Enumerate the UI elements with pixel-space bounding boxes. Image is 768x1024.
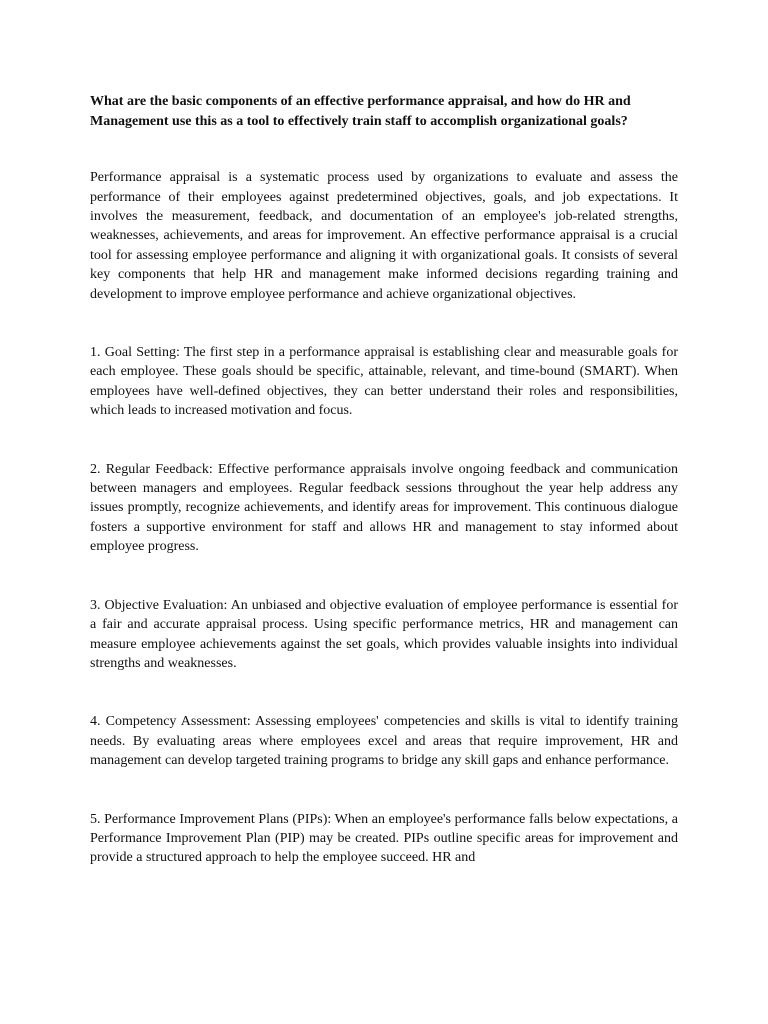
goal-setting-paragraph: 1. Goal Setting: The first step in a performance appraisal is establishing clear and measurable goals for each employee. These goals should be specific, attainable, relevant, and time-bound (SMART). When employees have well-defined objectives, they can better understand their roles and responsibilities, which leads to increased motivation and focus. [90, 345, 678, 419]
document-title: What are the basic components of an effective performance appraisal, and how do HR and Management use this as a tool to effectively train staff to accomplish organizational goals? [90, 94, 631, 129]
objective-evaluation-paragraph: 3. Objective Evaluation: An unbiased and objective evaluation of employee performance is essential for a fair and accurate appraisal process. Using specific performance metrics, HR and management can measure employee achievements against the set goals, which provides valuable insights into individual strengths and weaknesses. [90, 597, 678, 671]
competency-assessment-paragraph: 4. Competency Assessment: Assessing employees' competencies and skills is vital to identify training needs. By evaluating areas where employees excel and areas that require improvement, HR and management can develop targeted training programs to bridge any skill gaps and enhance performance. [90, 714, 678, 769]
regular-feedback-paragraph: 2. Regular Feedback: Effective performance appraisals involve ongoing feedback and communication between managers and employees. Regular feedback sessions throughout the year help address any issues promptly, recognize achievements, and identify areas for improvement. This continuous dialogue fosters a supportive environment for staff and allows HR and management to stay informed about employee progress. [90, 461, 678, 555]
intro-paragraph: Performance appraisal is a systematic process used by organizations to evaluate and assess the performance of their employees against predetermined objectives, goals, and job expectations. It involves the measurement, feedback, and documentation of an employee's job-related strengths, weaknesses, achievements, and areas for improvement. An effective performance appraisal is a crucial tool for assessing employee performance and aligning it with organizational goals. It consists of several key components that help HR and management make informed decisions regarding training and development to improve employee performance and achieve organizational objectives. [90, 170, 678, 302]
document-page [90, 92, 678, 907]
performance-improvement-plans-paragraph: 5. Performance Improvement Plans (PIPs): When an employee's performance falls below expectations, a Performance Improvement Plan (PIP) may be created. PIPs outline specific areas for improvement and provide a structured approach to help the employee succeed. HR and [90, 811, 678, 866]
